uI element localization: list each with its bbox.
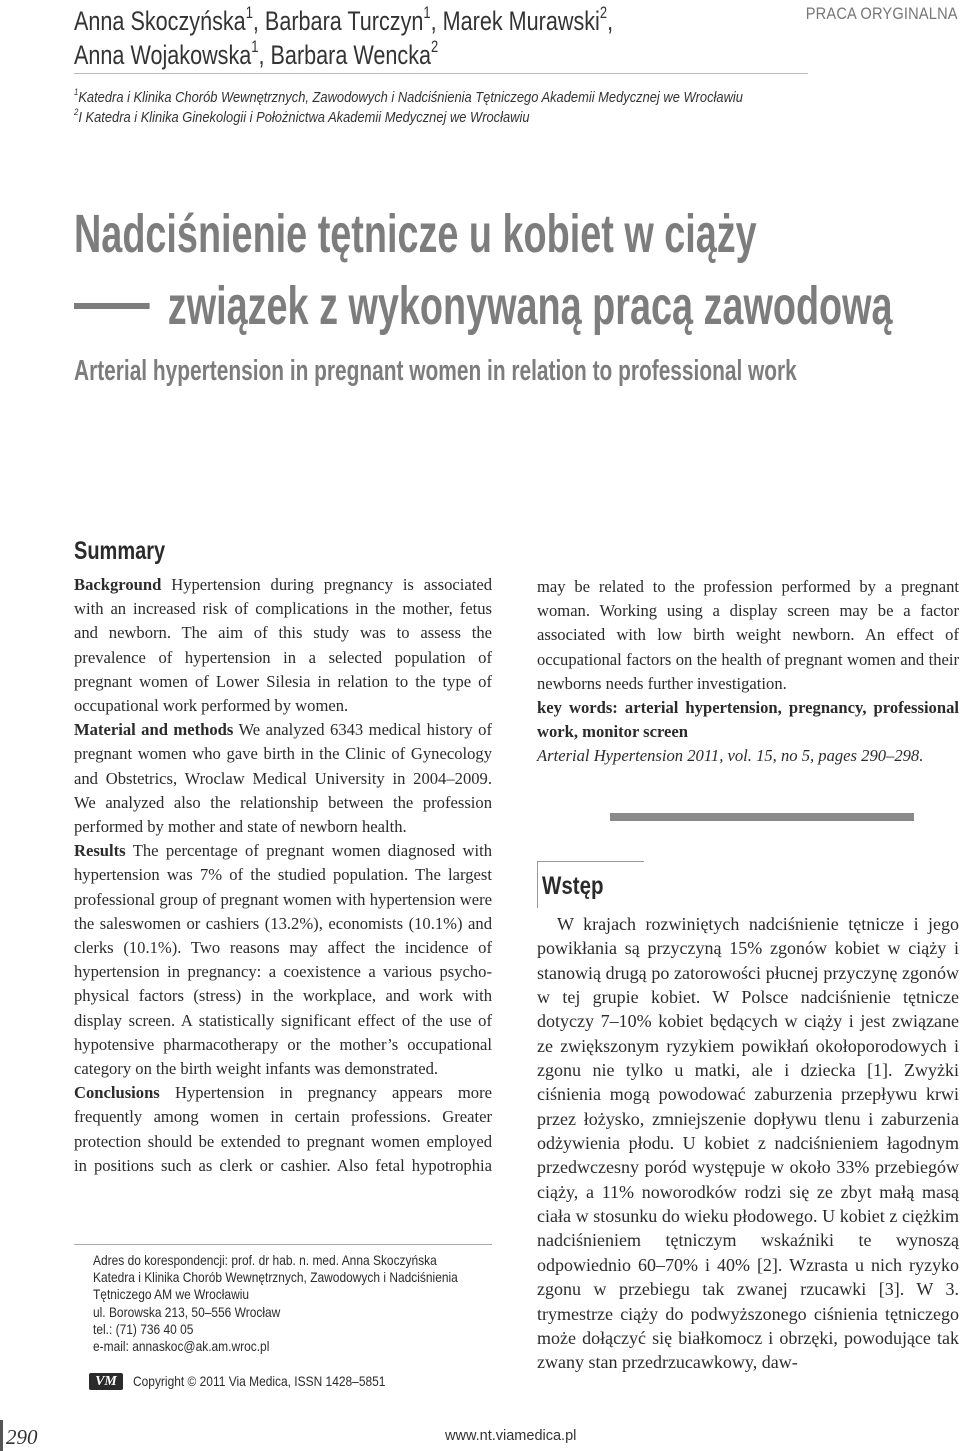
author-affiliation-mark: 2 xyxy=(431,37,439,56)
via-medica-logo-icon: VM xyxy=(89,1373,123,1390)
methods-label: Material and methods xyxy=(74,720,234,740)
correspondence-address xyxy=(93,1252,458,1355)
page-number-bar xyxy=(0,1420,3,1451)
article-title-english: Arterial hypertension in pregnant women in relation to professional work xyxy=(74,355,797,387)
summary-background xyxy=(74,573,492,718)
keywords xyxy=(537,696,959,744)
section-label: PRACA ORYGINALNA xyxy=(806,4,958,23)
results-text: The percentage of pregnant women diagnosed with hypertension was 7% of the studied population. The largest professional group of pregnant women with hypertension were the saleswomen or cashiers (13.2%), economists (10.1%) and clerks (10.1%). Two reasons may affect the incidence of hypertension in pregnancy: a coexistence a various psycho-physical factors (stress) in the workplace, and work with display screen. A statistically significant effect of the use of hypotensive pharmacotherapy or the mother’s occupational category on the birth weight infants was demonstrated. xyxy=(74,841,492,1079)
title-line-2-text: związek z wykonywaną pracą zawodową xyxy=(167,276,893,336)
results-label: Results xyxy=(74,841,126,861)
affiliation-mark: 2 xyxy=(74,106,79,117)
affiliations xyxy=(74,88,743,128)
author-line-2: Anna Wojakowska$^1$, Barbara Wencka$^2$ xyxy=(74,37,439,70)
affiliation-mark: 1 xyxy=(74,86,79,97)
correspondence-line: Adres do korespondencji: prof. dr hab. n. med. Anna Skoczyńska xyxy=(93,1253,437,1268)
article-title xyxy=(74,198,893,342)
affiliation-line xyxy=(74,108,743,128)
summary-conclusions xyxy=(74,1081,492,1178)
copyright-notice: Copyright © 2011 Via Medica, ISSN 1428–5851 xyxy=(133,1374,386,1389)
section-divider-bar xyxy=(610,813,914,821)
correspondence-line: Katedra i Klinika Chorób Wewnętrznych, Zawodowych i Nadciśnienia xyxy=(93,1270,458,1286)
intro-heading: Wstęp xyxy=(542,872,604,900)
affiliation-text: Katedra i Klinika Chorób Wewnętrznych, Zawodowych i Nadciśnienia Tętniczego Akademii Medycznej we Wrocławiu xyxy=(78,89,743,106)
author-affiliation-mark: 1 xyxy=(245,3,253,22)
intro-text-column xyxy=(537,912,959,1375)
keywords-text: arterial hypertension, pregnancy, professional work, monitor screen xyxy=(537,698,959,742)
header-divider xyxy=(74,73,808,74)
citation-text: Arterial Hypertension 2011, vol. 15, no 5, pages 290–298. xyxy=(537,746,924,766)
author-line-1: Anna Skoczyńska$^1$, Barbara Turczyn$^1$, Marek Murawski$^2$, xyxy=(74,3,614,36)
title-dash xyxy=(74,303,150,309)
website-link[interactable]: www.nt.viamedica.pl xyxy=(445,1428,577,1444)
title-line-2 xyxy=(74,270,893,342)
affiliation-text: I Katedra i Klinika Ginekologii i Położnictwa Akademii Medycznej we Wrocławiu xyxy=(78,109,530,126)
citation xyxy=(537,744,959,768)
author-name: Anna Skoczyńska xyxy=(74,6,246,36)
author-affiliation-mark: 1 xyxy=(251,37,259,56)
conclusions-label: Conclusions xyxy=(74,1083,160,1103)
correspondence-line: Tętniczego AM we Wrocławiu xyxy=(93,1287,250,1303)
correspondence-line: ul. Borowska 213, 50–556 Wrocław xyxy=(93,1304,281,1320)
affiliation-line xyxy=(74,88,743,108)
conclusions-text: Hypertension in pregnancy appears more frequently among women in certain professions. Greater protection should be extended to pregnant women employed in positions such as clerk or cashier. Also fetal hypotrophia xyxy=(74,1083,492,1175)
page-number: 290 xyxy=(6,1425,38,1449)
author-name: Barbara Turczyn xyxy=(264,6,424,36)
correspondence-email[interactable]: e-mail: annaskoc@ak.am.wroc.pl xyxy=(93,1339,270,1355)
methods-text: We analyzed 6343 medical history of pregnant women who gave birth in the Clinic of Gynecology and Obstetrics, Wroclaw Medical University in 2004–2009. We analyzed also the relationship between the profession performed by mother and state of newborn health. xyxy=(74,720,492,837)
summary-heading: Summary xyxy=(74,537,166,565)
author-name: Anna Wojakowska xyxy=(74,40,252,70)
summary-right-column xyxy=(537,575,959,769)
author-name: Marek Murawski xyxy=(442,6,600,36)
summary-methods xyxy=(74,718,492,839)
summary-results xyxy=(74,839,492,1081)
author-name: Barbara Wencka xyxy=(270,40,432,70)
author-list xyxy=(74,4,613,72)
background-text: Hypertension during pregnancy is associated with an increased risk of complications in the mother, fetus and newborn. The aim of this study was to assess the prevalence of hypertension in a selected population of pregnant women of Lower Silesia in relation to the type of occupational work performed by women. xyxy=(74,575,492,716)
author-affiliation-mark: 2 xyxy=(599,3,608,22)
summary-left-column xyxy=(74,573,492,1178)
title-line-1: Nadciśnienie tętnicze u kobiet w ciąży xyxy=(74,204,757,264)
author-affiliation-mark: 1 xyxy=(423,3,431,22)
background-label: Background xyxy=(74,575,162,594)
intro-paragraph: W krajach rozwiniętych nadciśnienie tętnicze i jego powikłania są przyczyną 15% zgonów kobiet w ciąży i stanowią drugą po zatorowości płucnej przyczynę zgonów w tej grupie kobiet. W Polsce nadciśnienie tętnicze dotyczy 7–10% kobiet będących w ciąży i jest związane ze zwiększonym ryzykiem powikłań okołoporodowych i zgonu nie tylko u matki, ale i dziecka [1]. Zwyżki ciśnienia mogą powodować zaburzenia przepływu krwi przez łożysko, zmniejszenie dopływu tlenu i zaburzenia odżywienia płodu. U kobiet z nadciśnieniem łagodnym przedwczesny poród występuje w około 33% przebiegów ciąży, a 11% noworodków rodzi się ze zbyt małą masą ciała w stosunku do wieku płodowego. U kobiet z ciężkim nadciśnieniem tętniczym wskaźniki te wynoszą odpowiednio 60–70% i 40% [2]. Wzrasta u nich ryzyko zgonu w przebiegu tak zwanej rzucawki [3]. W 3. trymestrze ciąży do podwyższonego ciśnienia tętniczego może dołączyć się białkomocz i obrzęki, powodujące tak zwany stan przedrzucawkowy, daw- xyxy=(537,914,959,1373)
keywords-label: key words: xyxy=(537,698,618,718)
correspondence-phone: tel.: (71) 736 40 05 xyxy=(93,1321,194,1337)
correspondence-divider xyxy=(74,1244,492,1245)
summary-continuation: may be related to the profession performed by a pregnant woman. Working using a display screen may be a factor associated with low birth weight newborn. An effect of occupational factors on the health of pregnant women and their newborns needs further investigation. xyxy=(537,577,959,693)
